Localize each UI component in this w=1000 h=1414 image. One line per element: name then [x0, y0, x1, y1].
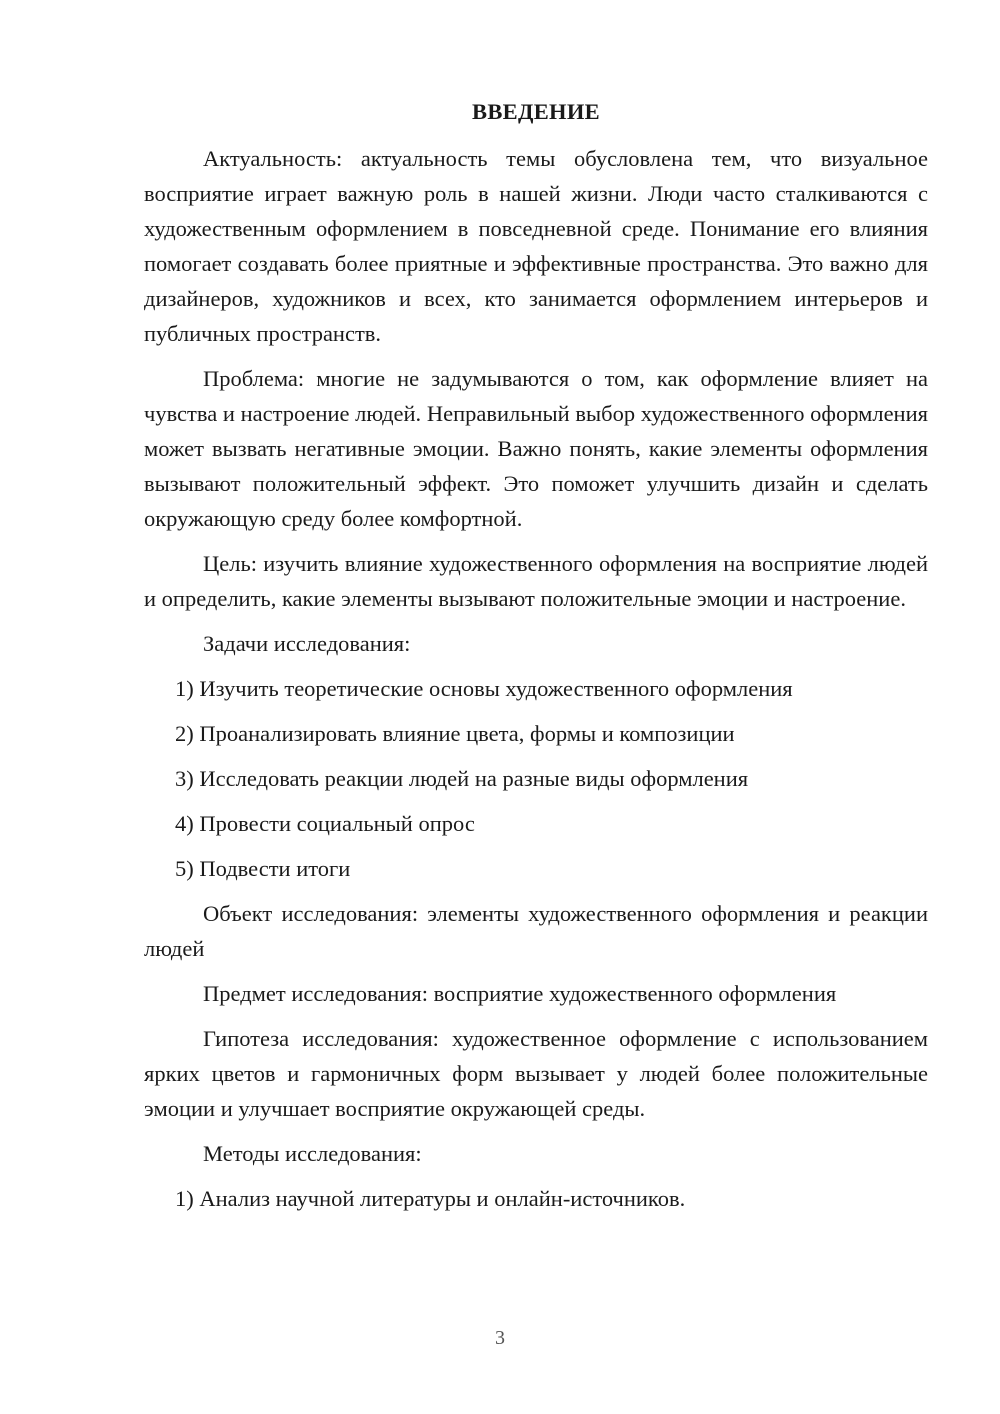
list-item — [144, 1181, 928, 1216]
list-item-text: Провести социальный опрос — [199, 811, 475, 836]
list-item — [144, 716, 928, 751]
methods-heading: Методы исследования: — [203, 1141, 422, 1166]
list-item — [144, 671, 928, 706]
list-item-text: Анализ научной литературы и онлайн-источников. — [199, 1186, 686, 1211]
paragraph-problem: Проблема: многие не задумываются о том, как оформление влияет на чувства и настроение людей. Неправильный выбор художественного оформления может вызвать негативные эмоции. Важно понять, какие элементы оформления вызывают положительный эффект. Это поможет улучшить дизайн и сделать окружающую среду более комфортной. — [144, 366, 928, 531]
list-item-number: 4) — [175, 811, 200, 836]
page-number: 3 — [495, 1327, 505, 1349]
paragraph-relevance: Актуальность: актуальность темы обусловлена тем, что визуальное восприятие играет важную роль в нашей жизни. Люди часто сталкиваются с художественным оформлением в повседневной среде. Понимание его влияния помогает создавать более приятные и эффективные пространства. Это важно для дизайнеров, художников и всех, кто занимается оформлением интерьеров и публичных пространств. — [144, 146, 928, 346]
list-item-number: 3) — [175, 766, 200, 791]
paragraph-object: Объект исследования: элементы художественного оформления и реакции людей — [144, 901, 928, 961]
list-item — [144, 761, 928, 796]
tasks-heading: Задачи исследования: — [203, 631, 411, 656]
paragraph-hypothesis: Гипотеза исследования: художественное оформление с использованием ярких цветов и гармоничных форм вызывает у людей более положительные эмоции и улучшает восприятие окружающей среды. — [144, 1026, 928, 1121]
list-item-text: Проанализировать влияние цвета, формы и композиции — [199, 721, 735, 746]
paragraph-goal: Цель: изучить влияние художественного оформления на восприятие людей и определить, какие элементы вызывают положительные эмоции и настроение. — [144, 551, 928, 611]
page-content — [144, 94, 928, 1226]
list-item-number: 1) — [175, 676, 200, 701]
list-item-text: Подвести итоги — [199, 856, 351, 881]
list-item — [144, 851, 928, 886]
paragraph-subject: Предмет исследования: восприятие художественного оформления — [203, 981, 837, 1006]
tasks-list — [144, 671, 928, 886]
list-item-text: Исследовать реакции людей на разные виды оформления — [199, 766, 749, 791]
list-item-number: 1) — [175, 1186, 200, 1211]
methods-list — [144, 1181, 928, 1216]
list-item-number: 2) — [175, 721, 200, 746]
list-item-number: 5) — [175, 856, 200, 881]
list-item-text: Изучить теоретические основы художественного оформления — [199, 676, 793, 701]
page-title: ВВЕДЕНИЕ — [472, 99, 600, 124]
list-item — [144, 806, 928, 841]
